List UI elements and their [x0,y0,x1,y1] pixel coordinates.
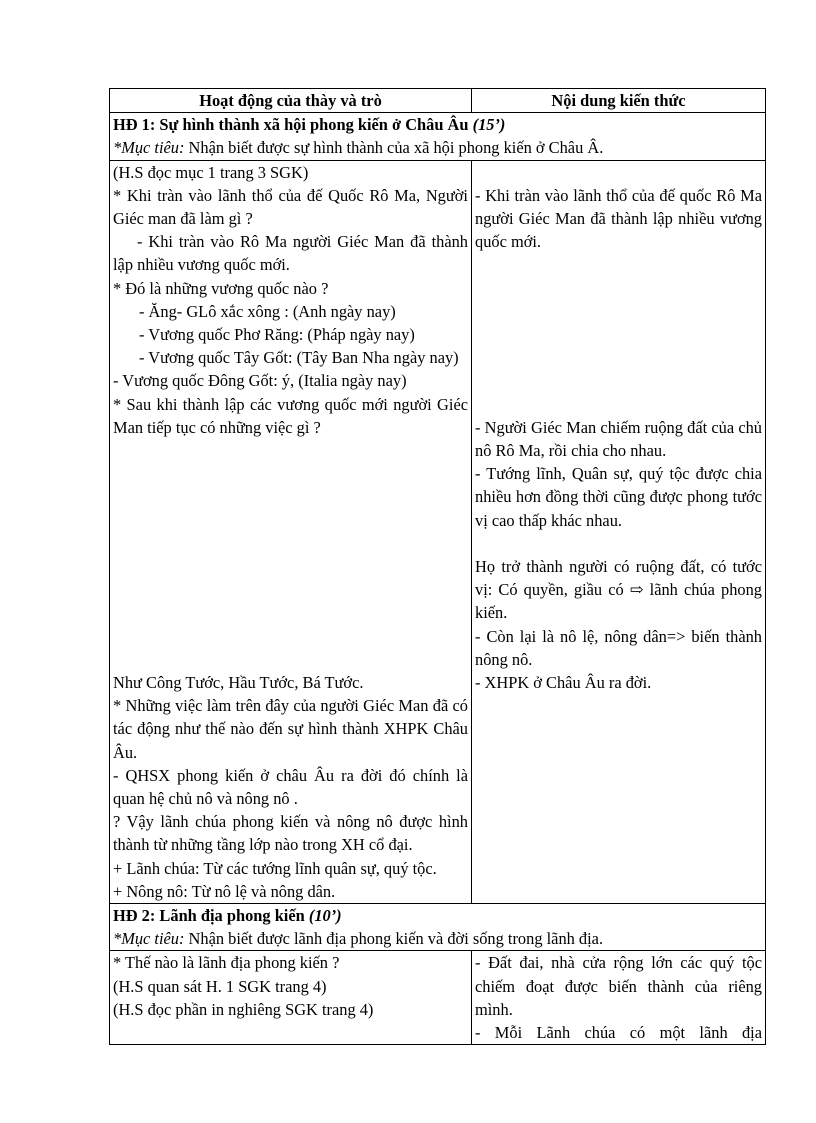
hd2-heading-cell [110,903,766,950]
left1-line-1: * Khi tràn vào lãnh thổ của đế Quốc Rô Ma, Người Giéc man đã làm gì ? [113,185,468,229]
left1-line-5: - Vương quốc Phơ Răng: (Pháp ngày nay) [139,325,415,345]
header-activities: Hoạt động của thày và trò [110,89,472,113]
hd1-objective-label: *Mục tiêu: [113,138,185,158]
hd1-activities-cell [110,160,472,903]
right1-line-5: - XHPK ở Châu Âu ra đời. [475,672,652,692]
hd1-title: HĐ 1: Sự hình thành xã hội phong kiến ở Châu Âu (15’) [113,115,506,135]
hd2-objective [113,927,762,950]
lesson-table [109,88,766,1045]
left1-line-4: - Ăng- GLô xắc xông : (Anh ngày nay) [139,301,396,321]
right1-line-2: - Tướng lĩnh, Quân sự, quý tộc được chia nhiều hơn đồng thời cũng được phong tước vị cao thấp khác nhau. [475,464,762,530]
left1-line-11: - QHSX phong kiến ở châu Âu ra đời đó chính là quan hệ chủ nô và nông nô . [113,765,468,808]
hd1-heading-row [110,113,766,160]
hd1-content-row [110,160,766,903]
left1-line-0: (H.S đọc mục 1 trang 3 SGK) [113,162,309,182]
header-knowledge: Nội dung kiến thức [472,89,766,113]
right1-line-1: - Người Giéc Man chiếm ruộng đất của chủ nô Rô Ma, rồi chia cho nhau. [475,417,762,460]
left2-line-1: (H.S quan sát H. 1 SGK trang 4) [113,976,327,996]
right1-line-0: - Khi tràn vào lãnh thổ của đế quốc Rô Ma người Giéc Man đã thành lập nhiều vương quốc mới. [475,185,762,252]
left1-line-13: + Lãnh chúa: Từ các tướng lĩnh quân sự, quý tộc. [113,858,437,878]
hd1-time: (15’) [472,115,506,135]
left1-line-7: - Vương quốc Đông Gốt: ý, (Italia ngày nay) [113,371,407,391]
hd2-objective-label: *Mục tiêu: [113,929,185,949]
right1-line-3: Họ trở thành người có ruộng đất, có tước vị: Có quyền, giầu có ⇨ lãnh chúa phong kiến. [475,556,762,623]
left1-line-3: * Đó là những vương quốc nào ? [113,278,329,298]
hd2-heading-row [110,903,766,950]
left1-line-8: * Sau khi thành lập các vương quốc mới người Giéc Man tiếp tục có những việc gì ? [113,394,468,437]
hd1-heading-cell [110,113,766,160]
right2-line-0: - Đất đai, nhà cửa rộng lớn các quý tộc chiếm đoạt được biến thành của riêng mình. [475,953,762,1019]
left1-line-14: + Nông nô: Từ nô lệ và nông dân. [113,881,336,901]
hd1-objective [113,136,762,159]
left1-line-12: ? Vậy lãnh chúa phong kiến và nông nô được hình thành từ những tầng lớp nào trong XH cổ đại. [113,812,468,855]
hd2-title: HĐ 2: Lãnh địa phong kiến (10’) [113,905,342,925]
hd1-knowledge-cell [472,160,766,903]
left1-line-2: - Khi tràn vào Rô Ma người Giéc Man đã thành lập nhiều vương quốc mới. [113,232,468,275]
hd1-objective-text: Nhận biết được sự hình thành của xã hội phong kiến ở Châu Â. [184,138,604,158]
hd2-objective-text: Nhận biết được lãnh địa phong kiến và đời sống trong lãnh địa. [184,929,604,949]
left1-line-9: Như Công Tước, Hầu Tước, Bá Tước. [113,672,364,692]
hd2-time: (10’) [308,905,342,925]
right1-line-4: - Còn lại là nô lệ, nông dân=> biến thành nông nô. [475,626,762,669]
left2-line-2: (H.S đọc phần in nghiêng SGK trang 4) [113,999,374,1019]
header-row [110,89,766,113]
hd2-content-row [110,951,766,1045]
hd2-activities-cell [110,951,472,1045]
left1-line-10: * Những việc làm trên đây của người Giéc Man đã có tác động như thế nào đến sự hình thành XHPK Châu Âu. [113,696,468,762]
hd2-knowledge-cell [472,951,766,1045]
right2-line-1: - Mỗi Lãnh chúa có một lãnh địa [475,1022,762,1042]
left2-line-0: * Thế nào là lãnh địa phong kiến ? [113,953,340,973]
left1-line-6: - Vương quốc Tây Gốt: (Tây Ban Nha ngày nay) [139,348,459,368]
